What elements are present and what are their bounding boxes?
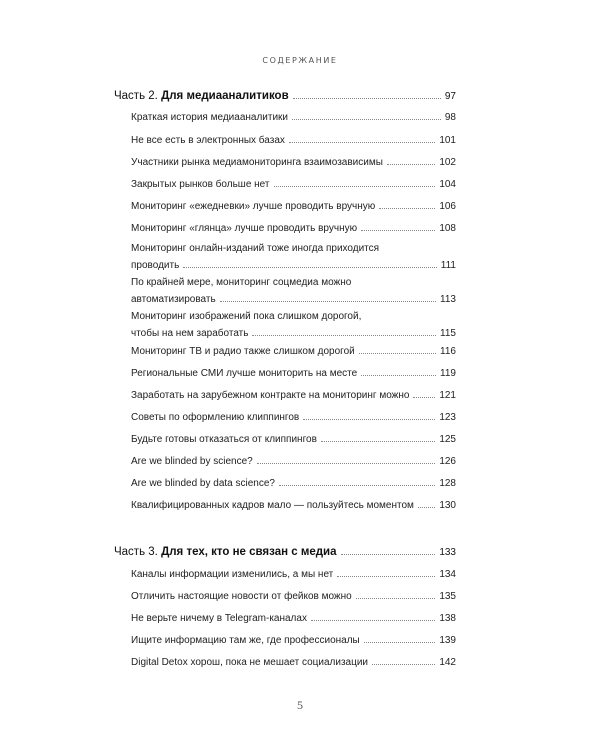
- entry-title: Региональные СМИ лучше мониторить на месте: [131, 368, 358, 379]
- toc-entry[interactable]: [131, 411, 456, 425]
- toc-part-2[interactable]: [114, 89, 456, 104]
- part-heading: [114, 545, 337, 559]
- page-ref: 139: [439, 635, 456, 646]
- entry-title: Ищите информацию там же, где профессионалы: [131, 635, 360, 646]
- page-ref: 115: [440, 328, 456, 339]
- dot-leader: [303, 419, 435, 420]
- dot-leader: [418, 507, 435, 508]
- page-ref: 142: [439, 657, 456, 668]
- toc-part-3[interactable]: [114, 545, 456, 560]
- toc-entry[interactable]: [131, 590, 456, 604]
- dot-leader: [413, 397, 435, 398]
- page-ref: 133: [439, 547, 456, 558]
- page-ref: 113: [440, 294, 456, 305]
- toc-entry[interactable]: [131, 200, 456, 214]
- page-ref: 123: [439, 412, 456, 423]
- entry-title: Квалифицированных кадров мало — пользуйтесь моментом: [131, 500, 414, 511]
- dot-leader: [321, 441, 435, 442]
- dot-leader: [364, 642, 436, 643]
- dot-leader: [183, 267, 437, 268]
- entry-title: Digital Detox хорош, пока не мешает социализации: [131, 657, 369, 668]
- dot-leader: [252, 335, 436, 336]
- toc-entry[interactable]: [131, 111, 456, 125]
- toc-entry[interactable]: [131, 242, 456, 273]
- toc-entry[interactable]: [131, 178, 456, 192]
- toc-entry[interactable]: [131, 477, 456, 491]
- dot-leader: [257, 463, 436, 464]
- toc-entry[interactable]: [131, 499, 456, 513]
- entry-title: Мониторинг «глянца» лучше проводить вручную: [131, 223, 358, 234]
- toc-entry[interactable]: [131, 568, 456, 582]
- part-heading: [114, 89, 289, 103]
- dot-leader: [361, 375, 436, 376]
- page-ref: 125: [439, 434, 456, 445]
- dot-leader: [361, 230, 435, 231]
- toc-entry[interactable]: [131, 634, 456, 648]
- dot-leader: [292, 119, 441, 120]
- part-title: Для тех, кто не связан с медиа: [161, 546, 337, 558]
- part-label: Часть 3.: [114, 546, 158, 558]
- page-ref: 97: [444, 91, 456, 102]
- entry-title: Закрытых рынков больше нет: [131, 179, 270, 190]
- entry-title: Будьте готовы отказаться от клиппингов: [131, 434, 317, 445]
- entry-title: Мониторинг ТВ и радио также слишком дорогой: [131, 346, 355, 357]
- page-ref: 98: [444, 112, 456, 123]
- part-label: Часть 2.: [114, 90, 158, 102]
- page-ref: 108: [439, 223, 456, 234]
- dot-leader: [289, 142, 435, 143]
- entry-title: Не все есть в электронных базах: [131, 135, 285, 146]
- entry-title: Are we blinded by science?: [131, 456, 253, 467]
- page-ref: 126: [439, 456, 456, 467]
- toc-entry[interactable]: [131, 156, 456, 170]
- toc-entry[interactable]: [131, 134, 456, 148]
- dot-leader: [337, 576, 435, 577]
- entry-title: Не верьте ничему в Telegram-каналах: [131, 613, 307, 624]
- page-ref: 102: [439, 157, 456, 168]
- page-ref: 101: [439, 135, 456, 146]
- dot-leader: [274, 186, 436, 187]
- toc-entry[interactable]: [131, 455, 456, 469]
- dot-leader: [220, 301, 436, 302]
- toc-entry[interactable]: [131, 367, 456, 381]
- dot-leader: [341, 554, 436, 555]
- entry-title-line: Мониторинг онлайн-изданий тоже иногда приходится: [131, 243, 380, 254]
- toc-entry[interactable]: [131, 433, 456, 447]
- page-ref: 130: [439, 500, 456, 511]
- entry-title: Участники рынка медиамониторинга взаимозависимы: [131, 157, 383, 168]
- entry-title: чтобы на нем заработать: [131, 328, 249, 339]
- toc-entry[interactable]: [131, 222, 456, 236]
- entry-title: Советы по оформлению клиппингов: [131, 412, 300, 423]
- dot-leader: [387, 164, 435, 165]
- entry-title: Отличить настоящие новости от фейков можно: [131, 591, 352, 602]
- toc-entry[interactable]: [131, 389, 456, 403]
- entry-title: Мониторинг «ежедневки» лучше проводить вручную: [131, 201, 376, 212]
- page-ref: 135: [439, 591, 456, 602]
- dot-leader: [372, 664, 435, 665]
- toc-entry[interactable]: [131, 656, 456, 670]
- entry-title: Краткая история медиааналитики: [131, 112, 289, 123]
- entry-title: проводить: [131, 260, 180, 271]
- entry-title: Заработать на зарубежном контракте на мониторинг можно: [131, 390, 410, 401]
- dot-leader: [293, 98, 441, 99]
- toc-entry[interactable]: [131, 345, 456, 359]
- part-title: Для медиааналитиков: [161, 90, 289, 102]
- entry-title: Каналы информации изменились, а мы нет: [131, 569, 334, 580]
- running-head: СОДЕРЖАНИЕ: [262, 56, 338, 65]
- dot-leader: [379, 208, 435, 209]
- entry-title-line: Мониторинг изображений пока слишком дорогой,: [131, 311, 362, 322]
- entry-title: Are we blinded by data science?: [131, 478, 275, 489]
- dot-leader: [311, 620, 435, 621]
- dot-leader: [356, 598, 436, 599]
- page-ref: 111: [440, 260, 456, 271]
- toc-entry[interactable]: [131, 310, 456, 341]
- dot-leader: [359, 353, 436, 354]
- page-ref: 121: [439, 390, 456, 401]
- page-ref: 104: [439, 179, 456, 190]
- toc-entry[interactable]: [131, 276, 456, 307]
- page-ref: 128: [439, 478, 456, 489]
- toc-entry[interactable]: [131, 612, 456, 626]
- page-ref: 134: [439, 569, 456, 580]
- dot-leader: [279, 485, 435, 486]
- page-ref: 106: [439, 201, 456, 212]
- page-number: 5: [297, 698, 303, 712]
- page-ref: 116: [440, 346, 456, 357]
- entry-title: автоматизировать: [131, 294, 216, 305]
- page-ref: 119: [440, 368, 456, 379]
- page-ref: 138: [439, 613, 456, 624]
- entry-title-line: По крайней мере, мониторинг соцмедиа можно: [131, 277, 352, 288]
